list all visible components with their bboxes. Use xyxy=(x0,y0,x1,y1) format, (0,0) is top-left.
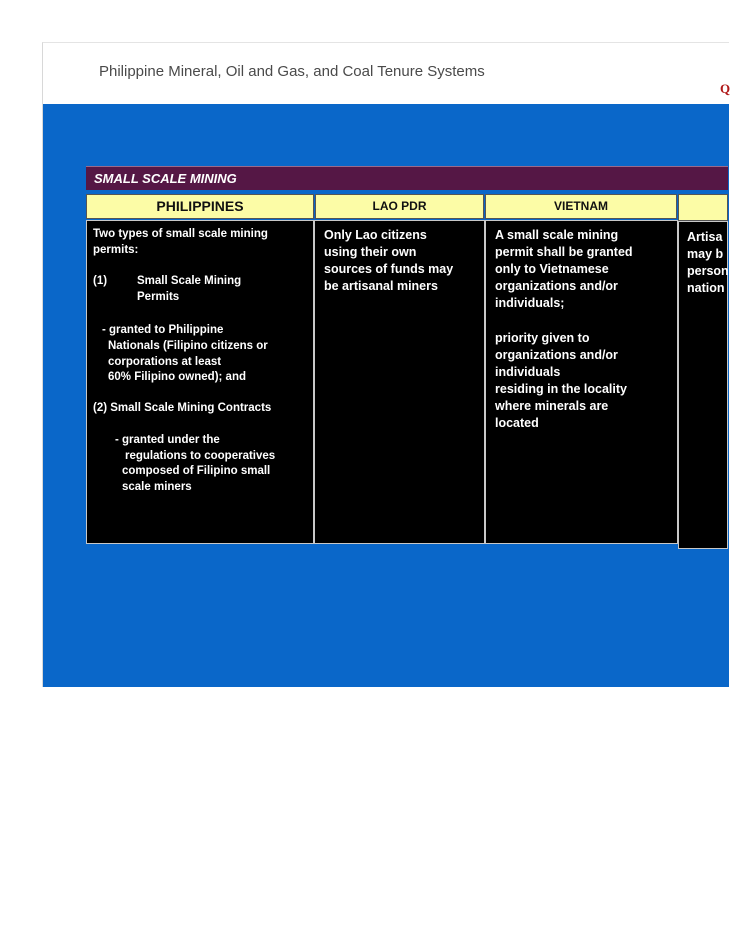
text-line: Only Lao citizens xyxy=(324,228,427,242)
text-line: corporations at least xyxy=(108,356,222,368)
text-line: residing in the locality xyxy=(495,382,627,396)
text-line: Small Scale Mining xyxy=(137,275,242,287)
text-line: priority given to xyxy=(495,331,590,345)
text-line: (1) xyxy=(93,275,108,287)
text-line: A small scale mining xyxy=(495,228,619,242)
text-line: scale miners xyxy=(122,481,192,493)
text-line: 60% Filipino owned); and xyxy=(108,371,246,383)
text-line: regulations to cooperatives xyxy=(125,450,276,462)
text-line: Permits xyxy=(137,291,180,303)
text-line: organizations and/or xyxy=(495,279,618,293)
text-line: where minerals are xyxy=(495,399,609,413)
text-line: permits: xyxy=(93,244,139,256)
text-line: individuals; xyxy=(495,296,565,310)
text-line: using their own xyxy=(324,245,417,259)
column-header-lao-pdr: LAO PDR xyxy=(315,194,484,219)
section-title: SMALL SCALE MINING xyxy=(94,171,237,186)
text-line: person xyxy=(687,264,729,278)
text-line: composed of Filipino small xyxy=(122,465,271,477)
cell-fourth-country xyxy=(678,221,728,549)
cell-lao-pdr xyxy=(314,220,485,544)
text-line: - granted under the xyxy=(115,434,220,446)
logo: Q xyxy=(720,81,730,96)
text-line: sources of funds may xyxy=(324,262,454,276)
text-line: organizations and/or xyxy=(495,348,618,362)
column-header-fourth xyxy=(678,194,728,221)
text-line: Artisa xyxy=(687,230,723,244)
column-header-philippines: PHILIPPINES xyxy=(86,194,314,219)
cell-vietnam xyxy=(485,220,678,544)
text-line: Nationals (Filipino citizens or xyxy=(108,340,268,352)
text-line: only to Vietnamese xyxy=(495,262,609,276)
text-line: permit shall be granted xyxy=(495,245,633,259)
text-line: nation xyxy=(687,281,725,295)
text-line: - granted to Philippine xyxy=(102,324,224,336)
text-line: may b xyxy=(687,247,724,261)
section-header-bar xyxy=(86,166,728,190)
cell-philippines xyxy=(86,220,314,544)
text-line: individuals xyxy=(495,365,561,379)
text-line: Two types of small scale mining xyxy=(93,228,268,240)
text-line: located xyxy=(495,416,539,430)
column-header-vietnam: VIETNAM xyxy=(485,194,677,219)
text-line: (2) Small Scale Mining Contracts xyxy=(93,402,272,414)
text-line: be artisanal miners xyxy=(324,279,438,293)
slide-title: Philippine Mineral, Oil and Gas, and Coal Tenure Systems xyxy=(99,63,485,80)
